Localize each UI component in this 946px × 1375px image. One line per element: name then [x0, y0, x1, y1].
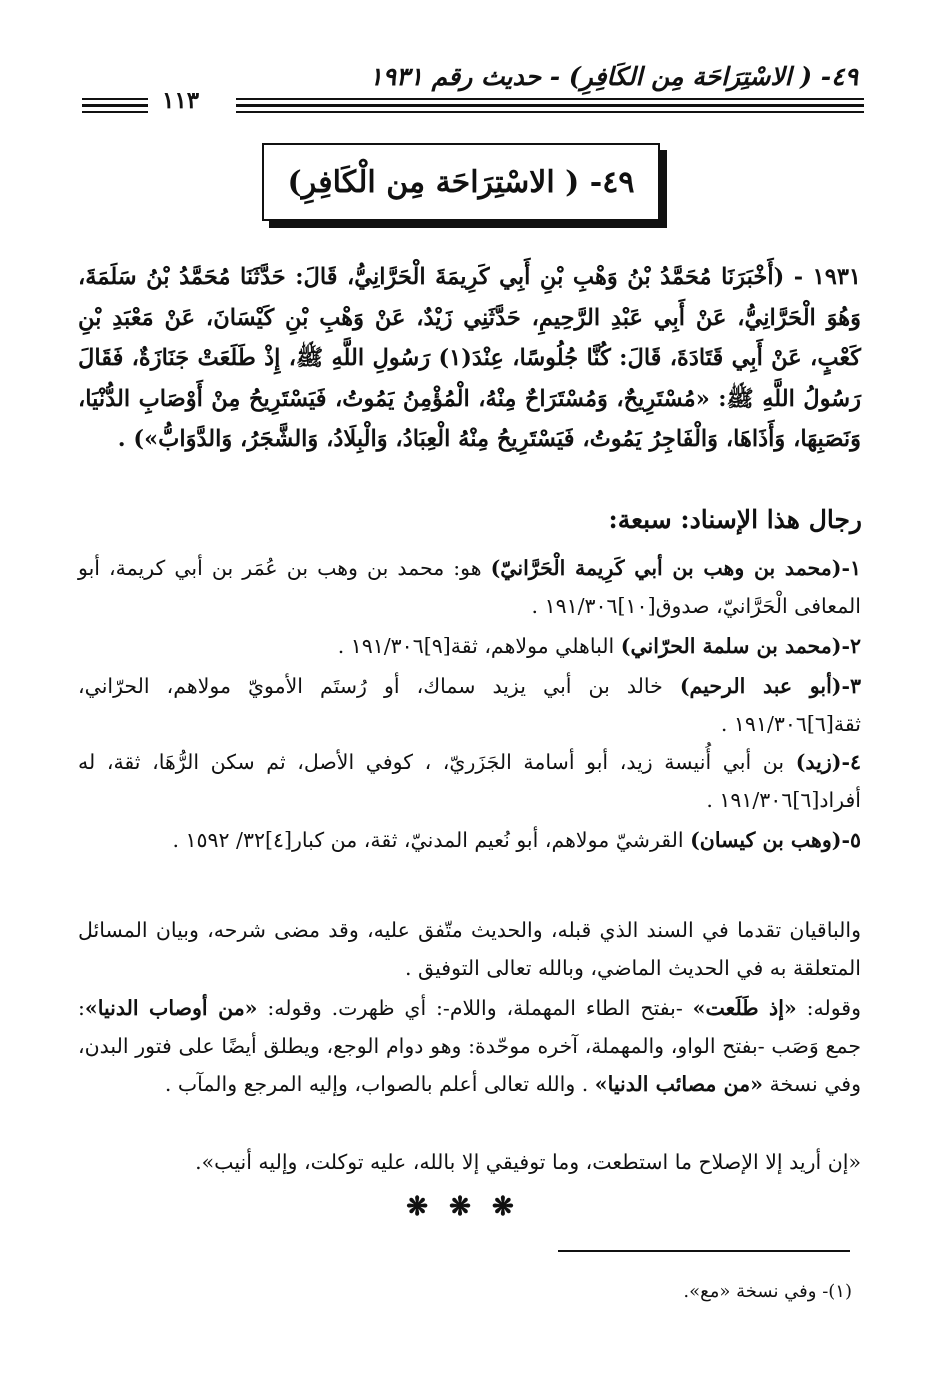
commentary-term: «إذ طَلَعت»: [692, 996, 797, 1020]
chapter-title: ٤٩- ( الاسْتِرَاحَة مِن الْكَافِرِ): [287, 164, 635, 200]
narrator-details: هو: محمد بن وهب بن عُمَر بن أبي كريمة، أبو المعافى الْحَرَّانيّ، صدوق[١٠]١٩١/٣٠٦ .: [78, 556, 861, 618]
header-rule: [82, 98, 148, 100]
narrator-name: ٣-(أبو عبد الرحيم): [679, 674, 861, 698]
narrator-name: ١-(محمد بن وهب بن أبي كَرِيمة الْحَرَّانيّ): [490, 556, 861, 580]
page-number: ١١٣: [162, 87, 200, 114]
commentary-text: . والله تعالى أعلم بالصواب، وإليه المرجع والمآب .: [164, 1072, 595, 1096]
header-rule: [82, 111, 148, 113]
isnad-heading: رجال هذا الإسناد: سبعة:: [608, 505, 862, 534]
commentary-text: -بفتح الطاء المهملة، واللام-: أي ظهرت. وقوله:: [257, 996, 693, 1020]
commentary-text: وقوله:: [796, 996, 862, 1020]
footnote-rule: [558, 1250, 850, 1252]
chapter-title-box: [262, 143, 660, 221]
section-separator: ❋ ❋ ❋: [406, 1192, 520, 1222]
commentary-text: : جمع وَصَب -بفتح الواو، والمهملة، آخره موحّدة: وهو دوام الوجع، ويطلق أيضًا على فتور البدن، وفي نسخة: [78, 996, 861, 1096]
header-rule: [236, 98, 864, 100]
closing-note: والباقيان تقدما في السند الذي قبله، والحديث متّفق عليه، وقد مضى شرحه، وبيان المسائل المتعلقة به في الحديث الماضي، وبالله تعالى التوفيق .: [78, 918, 861, 980]
closing-verse: «إن أريد إلا الإصلاح ما استطعت، وما توفيقي إلا بالله، عليه توكلت، وإليه أنيب».: [195, 1150, 861, 1174]
narrator-details: الباهلي مولاهم، ثقة[٩]١٩١/٣٠٦ .: [337, 634, 621, 658]
narrator-details: القرشيّ مولاهم، أبو نُعيم المدنيّ، ثقة، من كبار[٤]٣٢/ ١٥٩٢ .: [172, 828, 691, 852]
narrator-details: بن أبي أُنيسة زيد، أبو أسامة الجَزَريّ، ، كوفي الأصل، ثم سكن الرُّهَا، ثقة، له أفراد[٦]١٩١/٣٠٦ .: [78, 750, 861, 812]
footnote: (١)- وفي نسخة «مع».: [683, 1281, 852, 1302]
narrator-entry: [78, 627, 861, 665]
narrator-entry: [78, 743, 861, 819]
narrator-entry: [78, 549, 861, 625]
narrator-name: ٥-(وهب بن كيسان): [690, 828, 861, 852]
commentary-paragraph: [78, 989, 861, 1103]
narrator-entry: [78, 667, 861, 743]
narrator-name: ٢-(محمد بن سلمة الحرّاني): [620, 634, 861, 658]
header-rule: [236, 111, 864, 113]
narrator-entry: [78, 821, 861, 859]
narrator-details: خالد بن أبي يزيد سماك، أو رُستَم الأمويّ مولاهم، الحرّاني، ثقة[٦]١٩١/٣٠٦ .: [78, 674, 861, 736]
header-rule: [236, 104, 864, 107]
header-rule: [82, 104, 148, 107]
hadith-text: ١٩٣١ - (أَخْبَرَنَا مُحَمَّدُ بْنُ وَهْبِ بْنِ أَبِي كَرِيمَةَ الْحَرَّانِيُّ، قَالَ: حَدَّثَنَا مُحَمَّدُ بْنُ سَلَمَةَ، وَهُوَ الْحَرَّانِيُّ، عَنْ أَبِي عَبْدِ الرَّحِيمِ، حَدَّثَنِي زَيْدٌ، عَنْ وَهْبِ بْنِ كَيْسَانَ، عَنْ مَعْبَدِ بْنِ كَعْبٍ، عَنْ أَبِي قَتَادَةَ، قَالَ: كُنَّا جُلُوسًا، عِنْدَ(١) رَسُولِ اللَّهِ ﷺ، إِذْ طَلَعَتْ جَنَازَةٌ، فَقَالَ رَسُولُ اللَّهِ ﷺ: «مُسْتَرِيحٌ، وَمُسْتَرَاحٌ مِنْهُ، الْمُؤْمِنُ يَمُوتُ، فَيَسْتَرِيحُ مِنْ أَوْصَابِ الدُّنْيَا، وَنَصَبِهَا، وَأَذَاهَا، وَالْفَاجِرُ يَمُوتُ، فَيَسْتَرِيحُ مِنْهُ الْعِبَادُ، وَالْبِلَادُ، وَالشَّجَرُ، وَالدَّوَابُّ») .: [78, 264, 861, 452]
commentary-term: «من أوصاب الدنيا»: [84, 996, 258, 1020]
narrator-name: ٤-(زيد): [795, 750, 861, 774]
running-header-title: ٤٩- ( الاسْتِرَاحَة مِن الكَافِرِ) - حديث رقم ١٩٣١: [369, 62, 858, 91]
commentary-term: «من مصائب الدنيا»: [594, 1072, 763, 1096]
